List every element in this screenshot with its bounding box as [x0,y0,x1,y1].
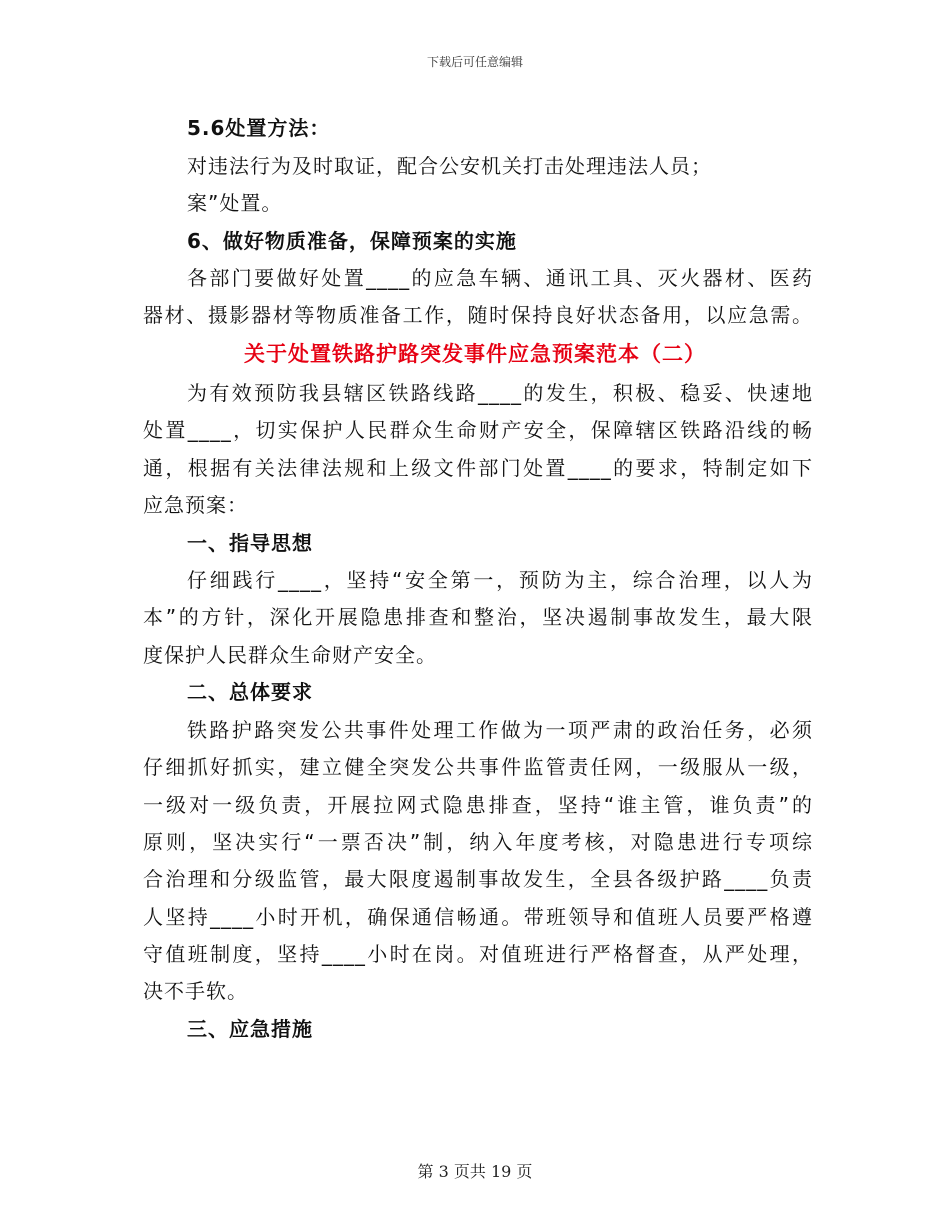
body-line: 案”处置。 [187,191,283,215]
body-line: 对违法行为及时取证，配合公安机关打击处理违法人员； [187,154,712,178]
body-line: 本”的方针，深化开展隐患排查和整治，坚决遏制事故发生，最大限 [143,605,813,629]
section-heading-emergency-measures: 三、应急措施 [187,1017,313,1041]
page-header: 下载后可任意编辑 [426,55,523,69]
body-line: 通，根据有关法律法规和上级文件部门处置____的要求，特制定如下 [143,456,813,480]
body-line: 决不手软。 [143,979,248,1003]
body-line: 仔细抓好抓实，建立健全突发公共事件监管责任网，一级服从一级， [143,755,813,779]
document-title: 关于处置铁路护路突发事件应急预案范本（二） [244,342,706,366]
body-line: 原则，坚决实行“一票否决”制，纳入年度考核，对隐患进行专项综 [143,830,813,854]
body-line: 合治理和分级监管，最大限度遏制事故发生，全县各级护路____负责 [143,867,813,891]
section-heading-6: 6、做好物质准备，保障预案的实施 [187,229,517,253]
body-line: 器材、摄影器材等物质准备工作，随时保持良好状态备用，以应急需。 [143,303,813,327]
body-line: 应急预案： [143,493,248,517]
section-heading-overall-requirements: 二、总体要求 [187,680,313,704]
section-heading-5-6: 5.6处置方法： [187,116,331,140]
section-heading-guiding-ideology: 一、指导思想 [187,531,313,555]
page-footer: 第 3 页共 19 页 [417,1162,533,1181]
body-line: 为有效预防我县辖区铁路线路____的发生，积极、稳妥、快速地 [187,381,813,405]
body-line: 一级对一级负责，开展拉网式隐患排查，坚持“谁主管，谁负责”的 [143,793,813,817]
body-line: 各部门要做好处置____的应急车辆、通讯工具、灭火器材、医药 [187,266,813,290]
body-line: 处置____，切实保护人民群众生命财产安全，保障辖区铁路沿线的畅 [143,418,813,442]
body-line: 守值班制度，坚持____小时在岗。对值班进行严格督查，从严处理， [143,942,813,966]
body-line: 仔细践行____，坚持“安全第一，预防为主，综合治理，以人为 [187,568,813,592]
body-line: 铁路护路突发公共事件处理工作做为一项严肃的政治任务，必须 [187,718,813,742]
body-line: 度保护人民群众生命财产安全。 [143,643,437,667]
body-line: 人坚持____小时开机，确保通信畅通。带班领导和值班人员要严格遵 [143,905,813,929]
